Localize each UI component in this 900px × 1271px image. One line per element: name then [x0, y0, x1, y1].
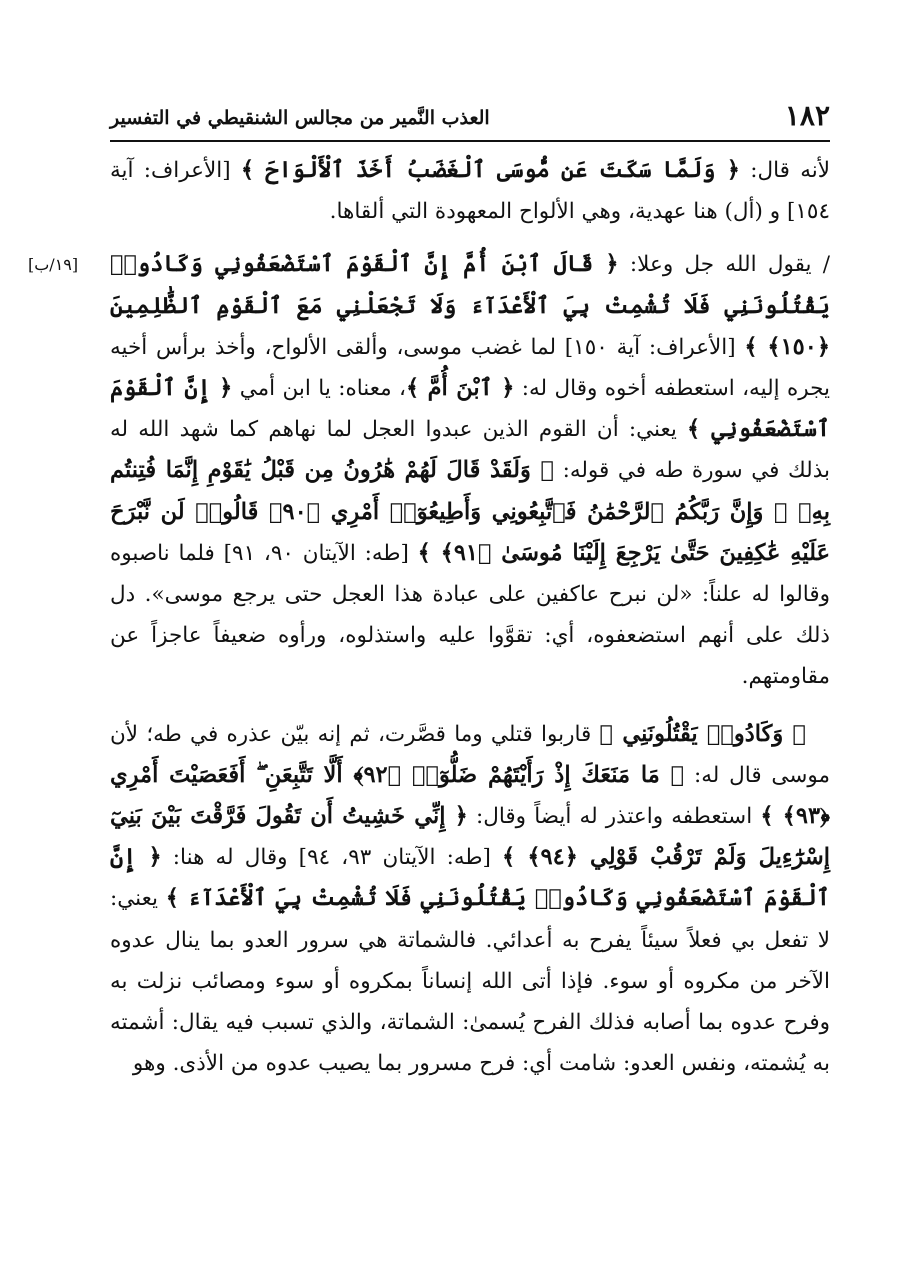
quran-verse: ﴿ وَلَمَّا سَكَتَ عَن مُّوسَى ٱلْغَضَبُ أَخَذَ ٱلْأَلْوَاحَ ﴾ — [240, 157, 740, 183]
quran-verse: ﴿ مَا مَنَعَكَ إِذْ رَأَيْتَهُمْ ضَلُّوٓا۟ ﴿٩٢﴾ أَلَّا تَتَّبِعَنِ ۖ أَفَعَصَيْتَ أَمْرِي ﴿٩٣﴾ ﴾ — [110, 761, 830, 830]
text-run: لأنه قال: — [739, 158, 831, 183]
text-run: استعطفه واعتذر له أيضاً وقال: — [467, 804, 761, 830]
quran-verse: ﴿ إِنَّ ٱلْقَوْمَ ٱسْتَضْعَفُونِي ﴾ — [110, 375, 830, 443]
quran-verse: ﴿ وَلَقَدْ قَالَ لَهُمْ هَٰرُونُ مِن قَبْلُ يَٰقَوْمِ إِنَّمَا فُتِنتُم بِهِۦ ۖ وَإِنَّ رَبَّكُمُ ٱلرَّحْمَٰنُ فَٱتَّبِعُونِي وَأَطِيعُوٓا۟ أَمْرِي ﴿٩٠﴾ قَالُوا۟ لَن نَّبْرَحَ عَلَيْهِ عَٰكِفِينَ حَتَّىٰ يَرْجِعَ إِلَيْنَا مُوسَىٰ ﴿٩١﴾ ﴾ — [110, 457, 830, 566]
running-title: العذب النَّمير من مجالس الشنقيطي في التفسير — [110, 107, 490, 129]
text-run: [الأعراف: آية ١٥٤] و (أل) هنا عهدية، وهي الألواح المعهودة التي ألقاها. — [110, 158, 830, 225]
paragraph-1 — [110, 150, 830, 232]
quran-verse: ﴿ وَكَادُوا۟ يَقْتُلُونَنِي ﴾ — [599, 720, 806, 747]
text-run: / يقول الله جل وعلا: — [618, 252, 830, 278]
text-run: يعني: أن القوم الذين عبدوا العجل لما نهاهم كما شهد الله له بذلك في سورة طه في قوله: — [110, 417, 830, 484]
quran-verse: ﴿ قَالَ ٱبْنَ أُمَّ إِنَّ ٱلْقَوْمَ ٱسْتَضْعَفُونِي وَكَادُوا۟ يَقْتُلُونَنِي فَلَا تُشْمِتْ بِيَ ٱلْأَعْدَآءَ وَلَا تَجْعَلْنِي مَعَ ٱلْقَوْمِ ٱلظَّٰلِمِينَ ﴿١٥٠﴾ ﴾ — [110, 251, 831, 360]
paragraph-2 — [110, 244, 830, 697]
page-number: ١٨٢ — [784, 99, 830, 132]
text-run: ، معناه: يا ابن أمي — [232, 376, 407, 402]
text-run: [الأعراف: آية ١٥٠] لما غضب موسى، وألقى الألواح، وأخذ برأس أخيه يجره إليه، استعطفه أخوه وقال له: — [110, 334, 830, 402]
page-body — [28, 150, 831, 1084]
paragraph-2-wrapper — [28, 244, 831, 697]
quran-verse: ﴿ إِنِّي خَشِيتُ أَن تَقُولَ فَرَّقْتَ بَيْنَ بَنِيٓ إِسْرَٰٓءِيلَ وَلَمْ تَرْقُبْ قَوْلِي ﴿٩٤﴾ ﴾ — [110, 803, 830, 871]
text-run: قاربوا قتلي وما قصَّرت، ثم إنه بيّن عذره في طه؛ لأن موسى قال له: — [110, 721, 830, 788]
text-run: [طه: الآيتان ٩٣، ٩٤] وقال له هنا: — [161, 845, 503, 871]
book-page — [28, 96, 831, 1246]
quran-verse: ﴿ ٱبْنَ أُمَّ ﴾ — [406, 375, 515, 402]
text-run: يعني: لا تفعل بي فعلاً سيئاً يفرح به أعدائي. فالشماتة هي سرور العدو بما ينال عدوه الآخر من مكروه أو سوء. فإذا أتى الله إنساناً بمكروه أو سوء ومصائب نزلت به وفرح عدوه بما أصابه فذلك الفرح يُسمىٰ: الشماتة، والذي تسبب فيه يقال: أشمته به يُشمته، ونفس العدو: شامت أي: فرح مسرور بما يصيب عدوه من الأذى. وهو — [110, 886, 830, 1077]
manuscript-folio-note: [١٩/ب] — [28, 255, 79, 275]
text-run: [طه: الآيتان ٩٠، ٩١] فلما ناصبوه وقالوا له علناً: «لن نبرح عاكفين على عبادة هذا العجل حتى يرجع موسى». دل ذلك على أنهم استضعفوه، أي: تقوَّوا عليه واستذلوه، ورأوه ضعيفاً عاجزاً عن مقاومتهم. — [110, 540, 830, 690]
quran-verse: ﴿ إِنَّ ٱلْقَوْمَ ٱسْتَضْعَفُونِي وَكَادُوا۟ يَقْتُلُونَنِي فَلَا تُشْمِتْ بِيَ ٱلْأَعْدَآءَ ﴾ — [110, 844, 830, 912]
page-header — [110, 96, 830, 142]
paragraph-3 — [110, 714, 830, 1085]
